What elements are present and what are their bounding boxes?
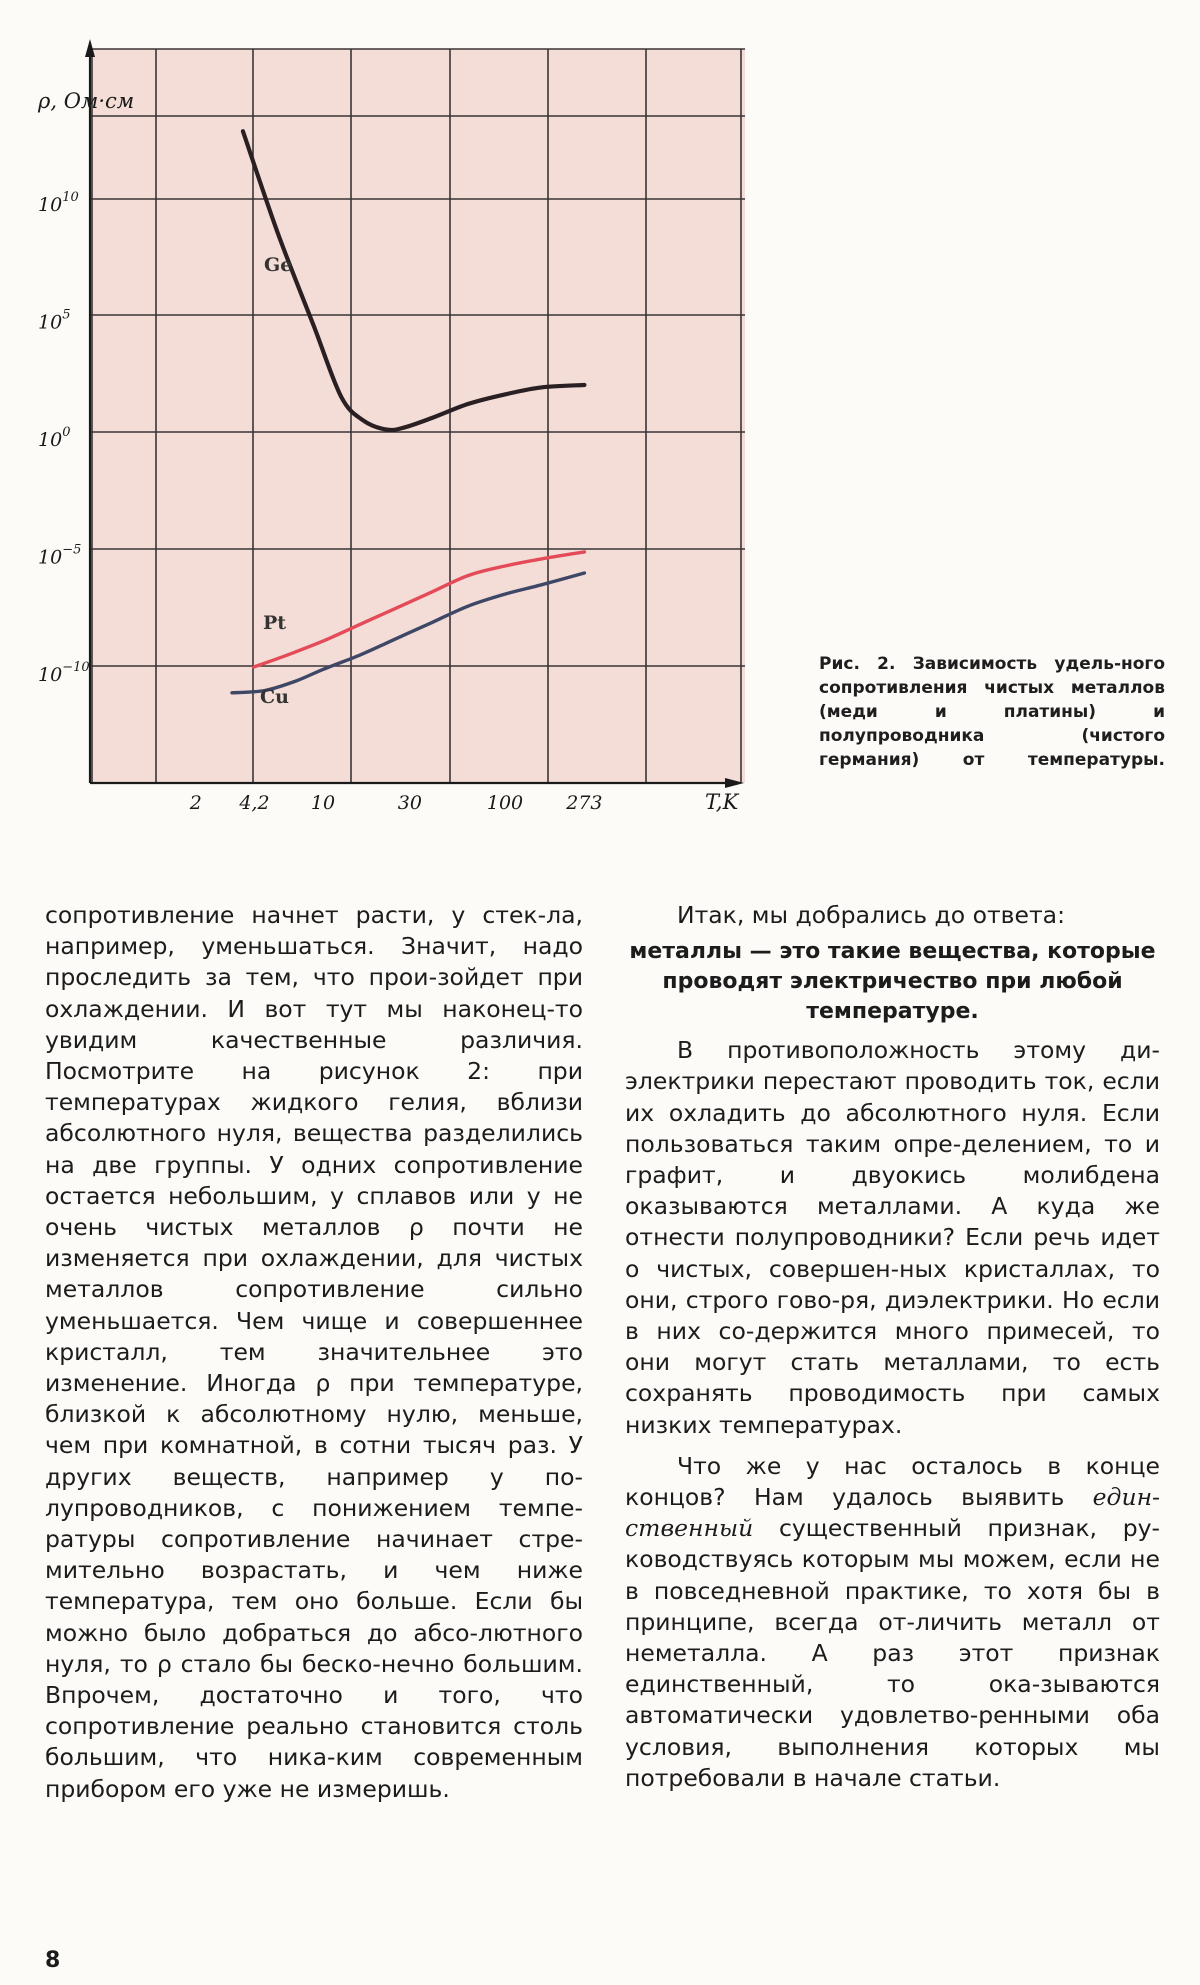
conclusion-italic-word: един-ственный xyxy=(625,1483,1160,1543)
series-label-cu: Cu xyxy=(260,686,289,708)
x-tick-label: 4,2 xyxy=(239,792,270,814)
chart-svg xyxy=(20,35,760,835)
intro-line: Итак, мы добрались до ответа: xyxy=(677,901,1066,929)
x-tick-label: 30 xyxy=(397,792,422,814)
metal-definition: металлы — это такие вещества, которые проводят электричество при любой температуре. xyxy=(629,939,1156,1025)
y-tick-label: $10^{-5}$ xyxy=(38,542,82,569)
series-label-pt: Pt xyxy=(263,612,287,634)
conclusion-text-start: Что же у нас осталось в конце концов? Нам удалось выявить xyxy=(625,1451,1160,1512)
page-number: 8 xyxy=(45,1948,61,1973)
y-axis-label: ρ, Ом·см xyxy=(38,89,135,113)
figure-resistivity-chart xyxy=(20,35,760,835)
y-tick-label: $10^5$ xyxy=(38,307,71,334)
conclusion-text-end: существенный признак, ру-ководствуясь которым мы можем, если не в повседневной практике, то хотя бы в принципе, всегда от-личить металл от неметалла. А раз этот признак единственный, то ока-зываются автоматически удовлетво-ренными оба условия, выполнения которых мы потребовали в начале статьи. xyxy=(625,1514,1160,1792)
x-tick-label: 10 xyxy=(310,792,336,814)
paragraph-dielectrics: В противоположность этому ди-электрики перестают проводить ток, если их охладить до абсолютного нуля. Если пользоваться таким опре-делением, то и графит, и двуокись молибдена оказываются металлами. А куда же отнести полупроводники? Если речь идет о чистых, совершен-ных кристаллах, то они, строго гово-ря, диэлектрики. Но если в них со-держится много примесей, то они могут стать металлами, то есть сохранять проводимость при самых низких температурах. xyxy=(625,1036,1160,1439)
x-axis-label: T,K xyxy=(705,790,739,814)
x-tick-label: 273 xyxy=(566,792,603,814)
x-tick-label: 2 xyxy=(189,792,202,814)
figure-caption: Рис. 2. Зависимость удель-ного сопротивления чистых металлов (меди и платины) и полупроводника (чистого германия) от температуры. xyxy=(819,654,1165,770)
right-text-column xyxy=(625,900,1160,1794)
y-tick-label: $10^0$ xyxy=(38,425,71,451)
left-paragraph: сопротивление начнет расти, у стек-ла, например, уменьшаться. Значит, надо проследить за тем, что прои-зойдет при охлаждении. И вот тут мы наконец-то увидим качественные различия. Посмотрите на рисунок 2: при температурах жидкого гелия, вблизи абсолютного нуля, вещества разделились на две группы. У одних сопротивление остается небольшим, у сплавов или у не очень чистых металлов ρ почти не изменяется при охлаждении, для чистых металлов сопротивление сильно уменьшается. Чем чище и совершеннее кристалл, тем значительнее это изменение. Иногда ρ при температуре, близкой к абсолютному нулю, меньше, чем при комнатной, в сотни тысяч раз. У других веществ, например у по-лупроводников, с понижением темпе-ратуры сопротивление начинает стре-мительно возрастать, и чем ниже температура, тем оно больше. Если бы можно было добраться до абсо-лютного нуля, то ρ стало бы беско-нечно большим. Впрочем, достаточно и того, что сопротивление реально становится столь большим, что ника-ким современным прибором его уже не измеришь. xyxy=(45,901,583,1803)
left-text-column xyxy=(45,900,583,1805)
y-tick-label: $10^{10}$ xyxy=(38,190,79,216)
y-tick-label: $10^{-10}$ xyxy=(38,660,90,686)
series-label-ge: Ge xyxy=(264,254,293,276)
paragraph-conclusion xyxy=(625,1451,1160,1794)
x-tick-label: 100 xyxy=(486,792,524,814)
y-axis-arrow xyxy=(85,39,95,57)
